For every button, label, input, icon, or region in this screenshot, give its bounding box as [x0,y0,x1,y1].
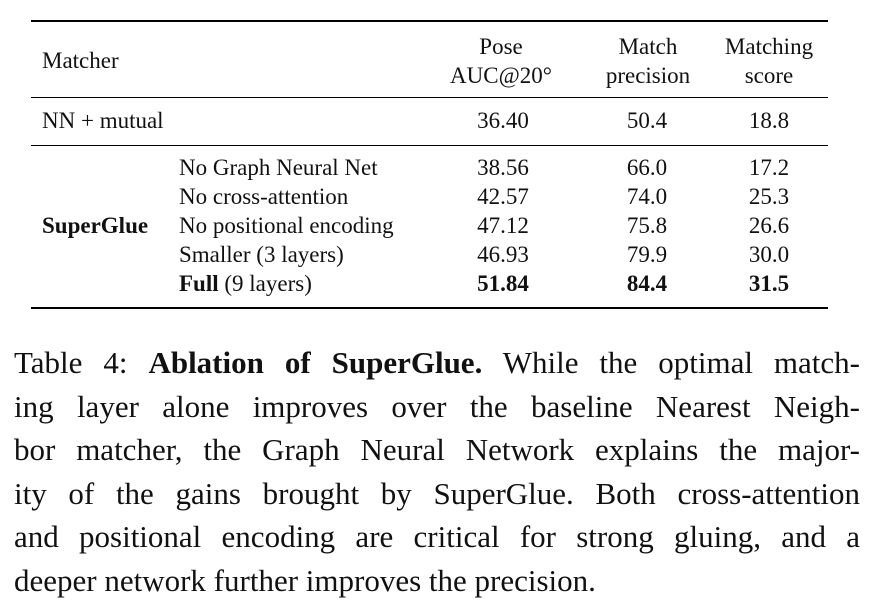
full-label [179,270,312,298]
caption-line: and positional encoding are critical for strong gluing, and a [14,519,860,554]
baseline-rule [31,145,828,146]
row-score: 30.0 [748,242,790,267]
caption-line: bor matcher, the Graph Neural Network explains the major- [14,432,860,467]
header-precision [606,32,690,90]
table-caption [14,341,860,602]
caption-prefix: Table 4: [14,345,149,380]
caption-title: Ablation of SuperGlue. [148,345,483,380]
row-score: 26.6 [748,213,790,238]
header-rule [31,97,828,98]
baseline-label: NN + mutual [42,108,164,133]
baseline-precision: 50.4 [626,108,668,133]
caption-line: deeper network further improves the precision. [14,562,596,598]
row-precision: 79.9 [626,242,668,267]
row-label: No Graph Neural Net [179,155,378,180]
header-pose-line2: AUC@20° [450,63,552,88]
header-pose [450,32,552,90]
row-pose: 46.93 [477,242,529,267]
baseline-pose: 36.40 [477,108,529,133]
row-score: 25.3 [748,184,790,209]
row-label: No positional encoding [179,213,394,238]
group-label: SuperGlue [42,213,149,238]
full-label-rest: (9 layers) [218,271,312,296]
header-precision-line2: precision [605,63,691,88]
full-score: 31.5 [748,271,790,296]
baseline-score: 18.8 [748,108,790,133]
caption-line: ity of the gains brought by SuperGlue. Both cross-attention [14,475,860,511]
header-score-line1: Matching [724,34,814,59]
table-top-rule [31,20,828,22]
caption-line: ing layer alone improves over the baseline Nearest Neigh- [14,388,860,424]
header-score [725,32,813,90]
full-precision: 84.4 [626,271,668,296]
header-precision-line1: Match [618,34,678,59]
caption-text: While the optimal match- [482,345,860,380]
row-precision: 66.0 [626,155,668,180]
table-bottom-rule [31,307,828,309]
row-score: 17.2 [748,155,790,180]
row-precision: 75.8 [626,213,668,238]
row-pose: 42.57 [477,184,529,209]
row-precision: 74.0 [626,184,668,209]
caption-line [14,341,860,385]
full-label-bold: Full [179,271,219,296]
full-pose: 51.84 [477,271,529,296]
header-score-line2: score [744,63,794,88]
row-pose: 38.56 [477,155,529,180]
row-pose: 47.12 [477,213,529,238]
header-pose-line1: Pose [479,34,523,59]
header-matcher: Matcher [42,48,119,73]
row-label: Smaller (3 layers) [179,242,344,267]
row-label: No cross-attention [179,184,349,209]
